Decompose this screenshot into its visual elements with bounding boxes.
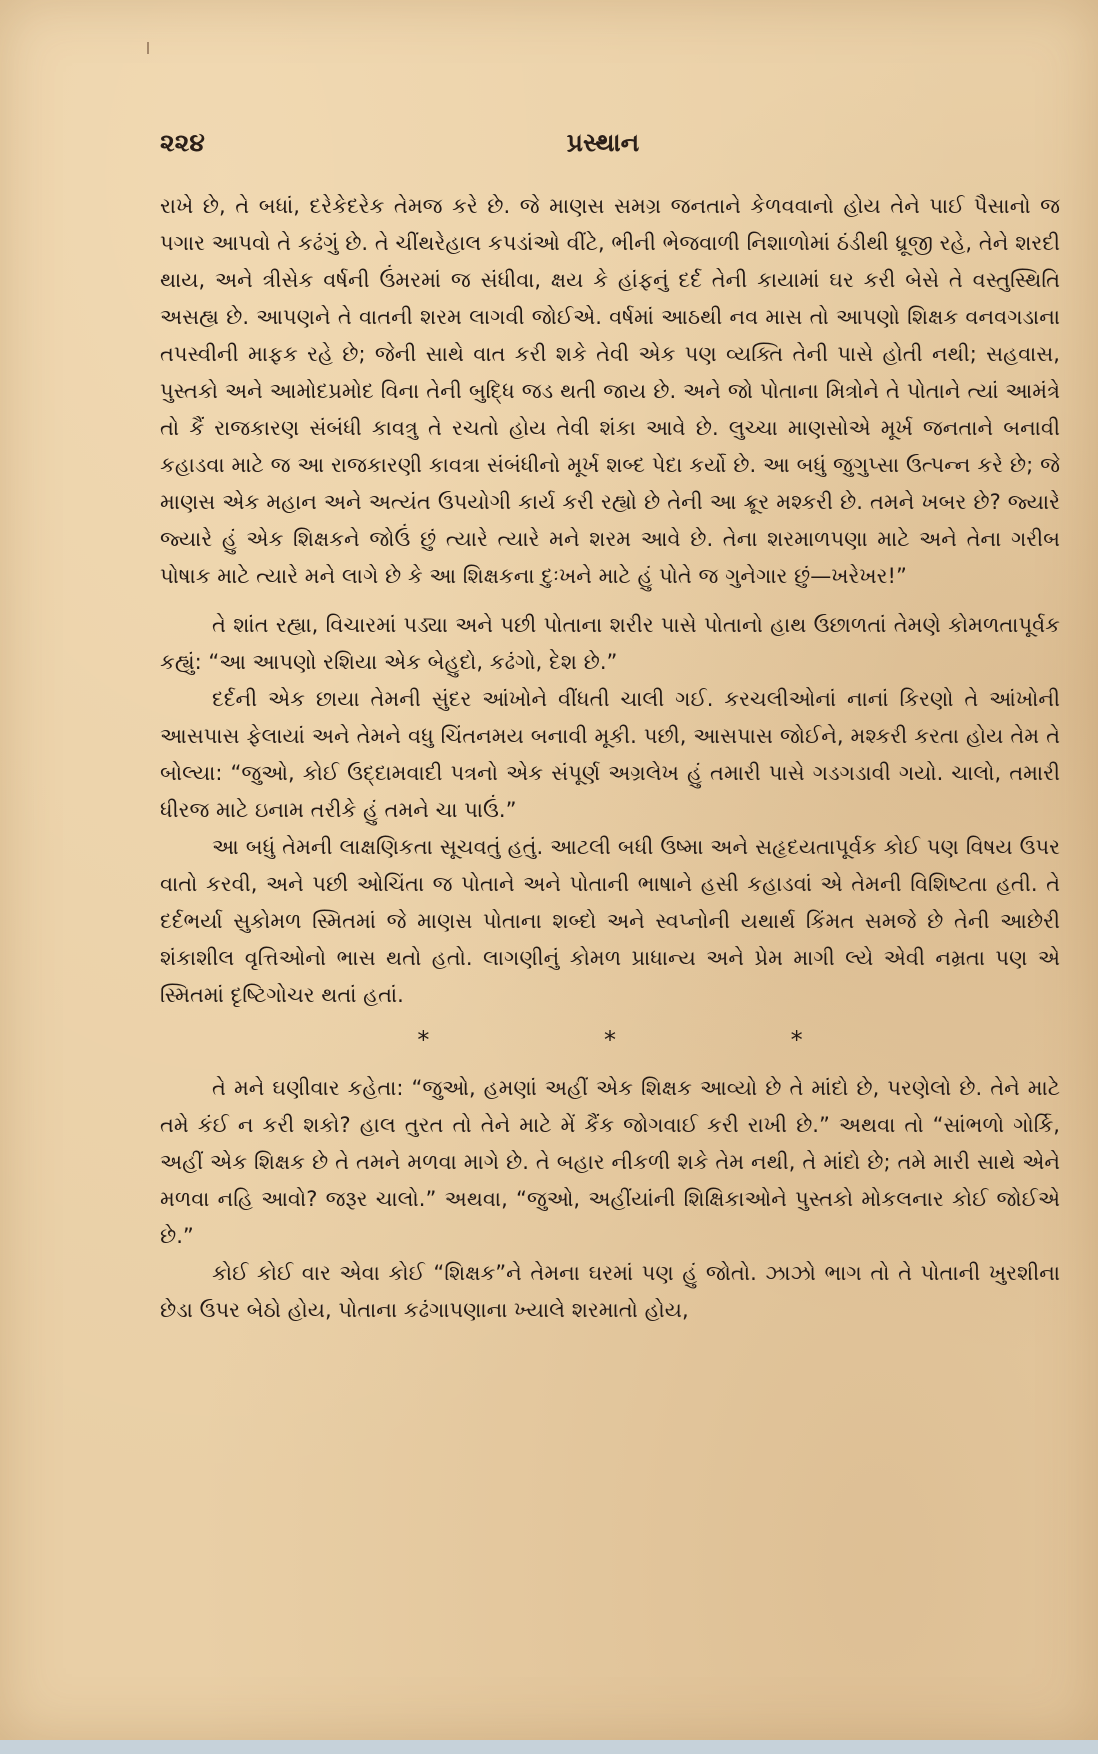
asterisk: * xyxy=(417,1026,430,1054)
pencil-mark xyxy=(147,42,149,54)
running-title: પ્રસ્થાન xyxy=(566,128,640,157)
paragraph: કોઈ કોઈ વાર એવા કોઈ “શિક્ષક”ને તેમના ઘરમાં પણ હું જોતો. ઝાઝો ભાગ તો તે પોતાની ખુરશીના છેડા ઉપર બેઠો હોય, પોતાના કઢંગાપણાના ખ્યાલે શરમાતો હોય, xyxy=(160,1261,1060,1322)
page-body xyxy=(160,188,1060,1329)
paragraph: આ બધું તેમની લાક્ષણિકતા સૂચવતું હતું. આટલી બધી ઉષ્મા અને સહૃદયતાપૂર્વક કોઈ પણ વિષય ઉપર વાતો કરવી, અને પછી ઓચિંતા જ પોતાને અને પોતાની ભાષાને હસી કહાડવાં એ તેમની વિશિષ્ટતા હતી. તે દર્દભર્યા સુકોમળ સ્મિતમાં જે માણસ પોતાના શબ્દો અને સ્વપ્નોની યથાર્થ કિંમત સમજે છે તેની આછેરી શંકાશીલ વૃત્તિઓનો ભાસ થતો હતો. લાગણીનું કોમળ પ્રાધાન્ય અને પ્રેમ માગી લ્યે એવી નમ્રતા પણ એ સ્મિતમાં દૃષ્ટિગોચર થતાં હતાં. xyxy=(160,835,1060,1007)
paragraph: તે મને ઘણીવાર કહેતા: “જુઓ, હમણાં અહીં એક શિક્ષક આવ્યો છે તે માંદો છે, પરણેલો છે. તેને માટે તમે કંઈ ન કરી શકો? હાલ તુરત તો તેને માટે મેં કૈંક જોગવાઈ કરી રાખી છે.” અથવા તો “સાંભળો ગોર્કિ, અહીં એક શિક્ષક છે તે તમને મળવા માગે છે. તે બહાર નીકળી શકે તેમ નથી, તે માંદો છે; તમે મારી સાથે એને મળવા નહિ આવો? જરૂર ચાલો.” અથવા, “જુઓ, અહીંયાંની શિક્ષિકાઓને પુસ્તકો મોકલનાર કોઈ જોઈએ છે.” xyxy=(160,1076,1060,1248)
asterisk: * xyxy=(603,1026,616,1054)
page-number: ૨૨૪ xyxy=(160,128,205,157)
page-header xyxy=(160,128,1046,168)
scan-background-strip xyxy=(0,1740,1098,1754)
paragraph-continuation: રાખે છે, તે બધાં, દરેકેદરેક તેમજ કરે છે. જે માણસ સમગ્ર જનતાને કેળવવાનો હોય તેને પાઈ પૈસાનો જ પગાર આપવો તે કઢંગું છે. તે ચીંથરેહાલ કપડાંઓ વીંટે, ભીની ભેજવાળી નિશાળોમાં ઠંડીથી ધ્રૂજી રહે, તેને શરદી થાય, અને ત્રીસેક વર્ષની ઉંમરમાં જ સંધીવા, ક્ષય કે હાંફનું દર્દ તેની કાયામાં ઘર કરી બેસે તે વસ્તુસ્થિતિ અસહ્ય છે. આપણને તે વાતની શરમ લાગવી જોઈએ. વર્ષમાં આઠથી નવ માસ તો આપણો શિક્ષક વનવગડાના તપસ્વીની માફક રહે છે; જેની સાથે વાત કરી શકે તેવી એક પણ વ્યક્તિ તેની પાસે હોતી નથી; સહવાસ, પુસ્તકો અને આમોદપ્રમોદ વિના તેની બુદ્ધિ જડ થતી જાય છે. અને જો પોતાના મિત્રોને તે પોતાને ત્યાં આમંત્રે તો કૈં રાજકારણ સંબંધી કાવત્રુ તે રચતો હોય તેવી શંકા આવે છે. લુચ્ચા માણસોએ મૂર્ખ જનતાને બનાવી કહાડવા માટે જ આ રાજકારણી કાવત્રા સંબંધીનો મૂર્ખ શબ્દ પેદા કર્યો છે. આ બધું જુગુપ્સા ઉત્પન્ન કરે છે; જે માણસ એક મહાન અને અત્યંત ઉપયોગી કાર્ય કરી રહ્યો છે તેની આ ક્રૂર મશ્કરી છે. તમને ખબર છે? જ્યારે જ્યારે હું એક શિક્ષકને જોઉં છું ત્યારે ત્યારે મને શરમ આવે છે. તેના શરમાળપણા માટે અને તેના ગરીબ પોષાક માટે ત્યારે મને લાગે છે કે આ શિક્ષકના દુઃખને માટે હું પોતે જ ગુનેગાર છું—ખરેખર!” xyxy=(160,194,1060,588)
paragraph: તે શાંત રહ્યા, વિચારમાં પડ્યા અને પછી પોતાના શરીર પાસે પોતાનો હાથ ઉછાળતાં તેમણે કોમળતાપૂર્વક કહ્યું: “આ આપણો રશિયા એક બેહુદો, કઢંગો, દેશ છે.” xyxy=(160,613,1060,674)
paragraph: દર્દની એક છાયા તેમની સુંદર આંખોને વીંધતી ચાલી ગઈ. કરચલીઓનાં નાનાં કિરણો તે આંખોની આસપાસ ફેલાયાં અને તેમને વધુ ચિંતનમય બનાવી મૂકી. પછી, આસપાસ જોઈને, મશ્કરી કરતા હોય તેમ તે બોલ્યા: “જુઓ, કોઈ ઉદ્દામવાદી પત્રનો એક સંપૂર્ણ અગ્રલેખ હું તમારી પાસે ગડગડાવી ગયો. ચાલો, તમારી ધીરજ માટે ઇનામ તરીકે હું તમને ચા પાઉં.” xyxy=(160,687,1060,822)
asterisk: * xyxy=(790,1026,803,1054)
section-break xyxy=(330,1028,890,1052)
